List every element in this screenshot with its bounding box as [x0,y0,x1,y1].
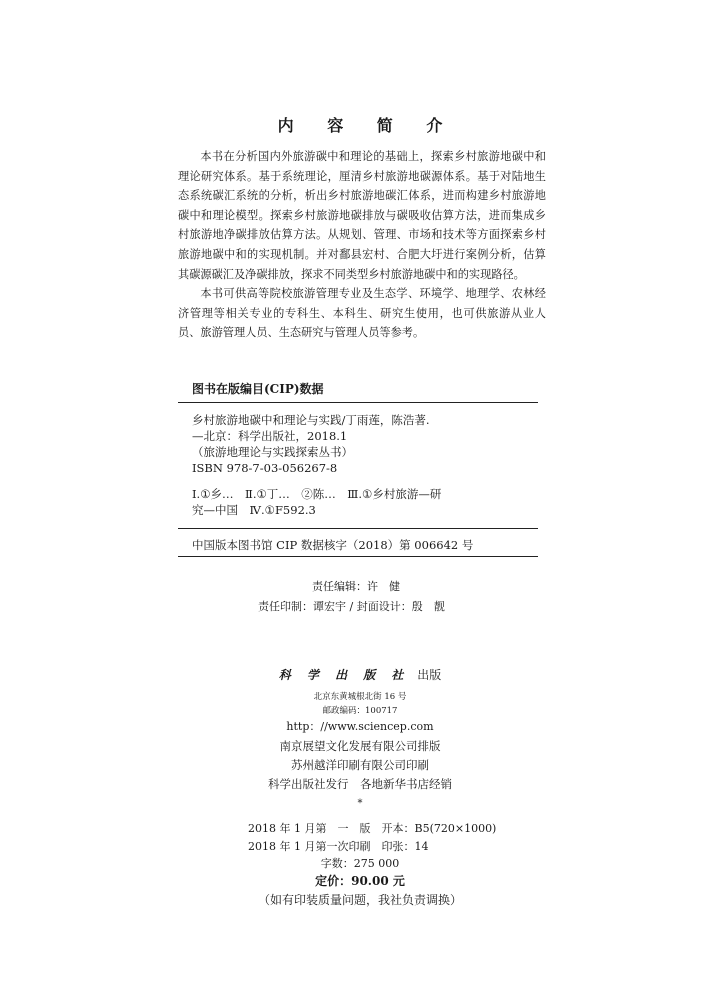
distribution: 科学出版社发行 各地新华书店经销 [268,777,452,791]
cip-divider-middle [178,528,538,529]
cip-classification-line-2: 究—中国 Ⅳ.①F592.3 [192,503,316,517]
cip-classification [192,486,532,518]
cip-record [192,412,532,476]
page-title: 内 容 简 介 [277,116,457,135]
cip-divider-top [178,402,538,403]
editor-credit: 责任编辑：许 健 [312,580,400,593]
typesetter: 南京展望文化发展有限公司排版 [279,739,441,753]
word-count: 字数：275 000 [320,857,400,870]
cip-classification-line-1: Ⅰ.①乡… Ⅱ.①丁… ②陈… Ⅲ.①乡村旅游—研 [192,487,442,501]
quality-notice: （如有印装质量问题，我社负责调换） [257,893,462,907]
printing-spec: 2018 年 1 月第一次印刷 印张：14 [248,840,429,853]
edition-spec: 2018 年 1 月第 一 版 开本：B5(720×1000) [248,822,497,835]
cip-heading: 图书在版编目(CIP)数据 [192,382,324,396]
introduction [178,147,546,343]
publisher-address: 北京东黄城根北街 16 号 [313,692,407,702]
cip-line-imprint: —北京：科学出版社，2018.1 [192,429,348,443]
price: 定价：90.00 元 [315,874,405,888]
publisher-url: http：//www.sciencep.com [286,720,434,733]
publisher-logo: 科 学 出 版 社 [278,668,410,682]
cip-line-isbn: ISBN 978-7-03-056267-8 [192,461,338,475]
intro-paragraph-1: 本书在分析国内外旅游碳中和理论的基础上，探索乡村旅游地碳中和理论研究体系。基于系统理论，厘清乡村旅游地碳源体系。基于对陆地生态系统碳汇系统的分析，析出乡村旅游地碳汇体系，进而构建乡村旅游地碳中和理论模型。探索乡村旅游地碳排放与碳吸收估算方法，进而集成乡村旅游地净碳排放估算方法。从规划、管理、市场和技术等方面探索乡村旅游地碳中和的实现机制。并对鄱县宏村、合肥大圩进行案例分析，估算其碳源碳汇及净碳排放，探求不同类型乡村旅游地碳中和的实现路径。 [178,150,546,281]
intro-paragraph-2: 本书可供高等院校旅游管理专业及生态学、环境学、地理学、农林经济管理等相关专业的专科生、本科生、研究生使用，也可供旅游从业人员、旅游管理人员、生态研究与管理人员等参考。 [178,287,546,340]
cip-divider-bottom [178,556,538,557]
cip-number: 中国版本图书馆 CIP 数据核字（2018）第 006642 号 [192,538,474,552]
publisher-postcode: 邮政编码：100717 [322,706,398,716]
publisher-suffix: 出版 [417,668,442,682]
cip-line-series: （旅游地理论与实践探索丛书） [192,445,353,459]
cip-line-title: 乡村旅游地碳中和理论与实践/丁雨莲，陈浩著. [192,413,430,427]
separator-asterisk: * [357,798,363,809]
publisher-line [0,666,720,683]
print-design-credit: 责任印制：谭宏宇 / 封面设计：殷 靓 [258,600,445,613]
printer: 苏州越洋印刷有限公司印刷 [291,758,429,772]
